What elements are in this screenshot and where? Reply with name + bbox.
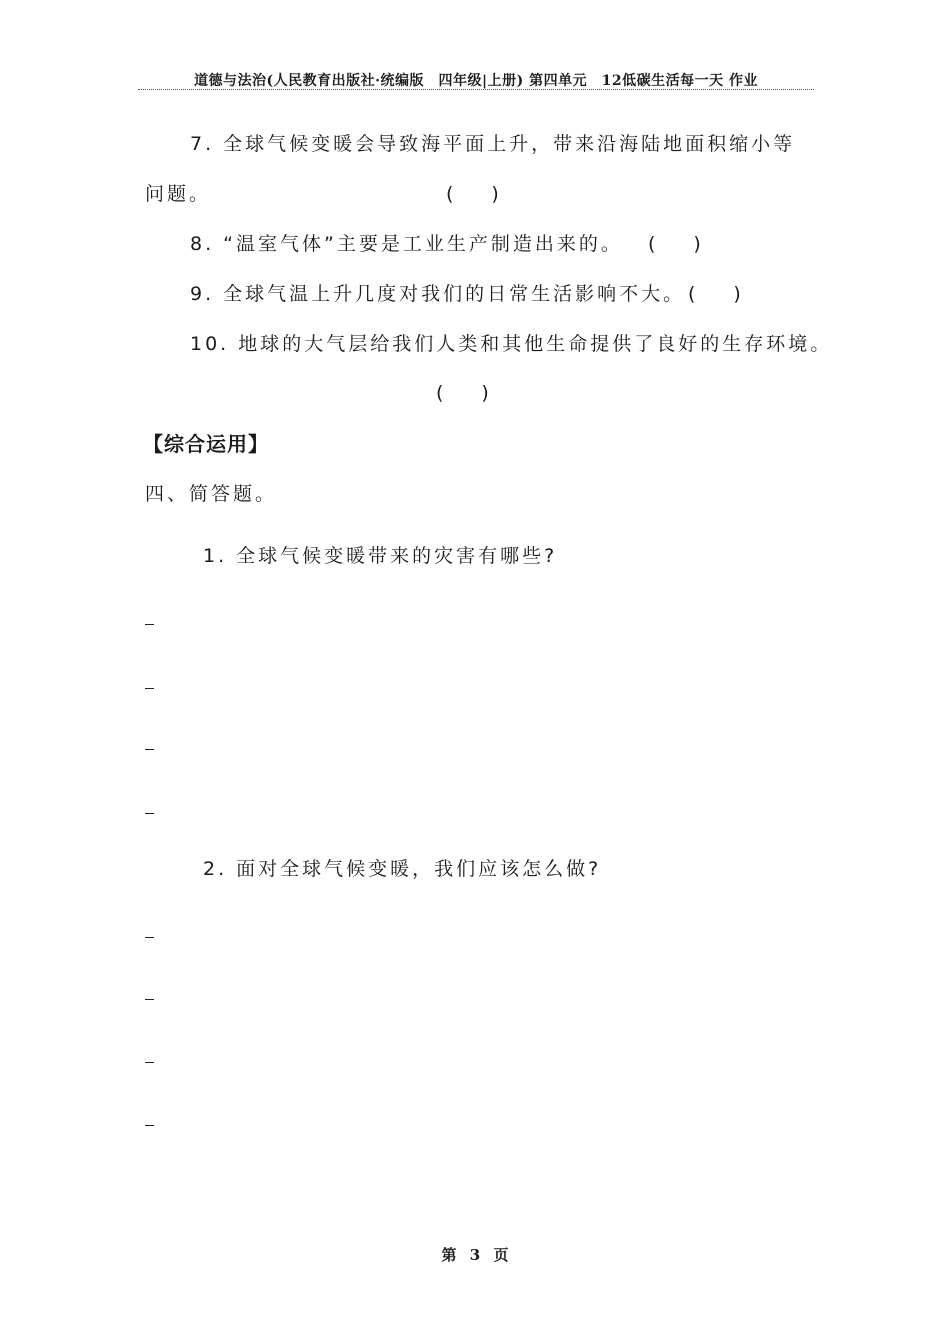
- answer-line[interactable]: [145, 624, 154, 625]
- question-7-text-cont: 问题。: [145, 183, 212, 205]
- question-10-answer-blank[interactable]: ( ): [436, 382, 489, 404]
- page-number: 3: [469, 1246, 481, 1264]
- answer-line[interactable]: [145, 1062, 154, 1063]
- section-part-title: 四、简答题。: [145, 483, 278, 505]
- answer-line[interactable]: [145, 1125, 154, 1126]
- answer-line[interactable]: [145, 999, 154, 1000]
- section-title: 【综合运用】: [143, 432, 269, 456]
- question-8-answer-blank[interactable]: ( ): [648, 233, 701, 255]
- question-8-text: 8. “温室气体”主要是工业生产制造出来的。: [190, 233, 623, 255]
- page-prefix: 第: [441, 1246, 457, 1264]
- short-answer-question-2: 2. 面对全球气候变暖，我们应该怎么做?: [203, 858, 602, 880]
- answer-line[interactable]: [145, 813, 154, 814]
- answer-line[interactable]: [145, 937, 154, 938]
- question-9-answer-blank[interactable]: ( ): [688, 283, 741, 305]
- page-suffix: 页: [493, 1246, 509, 1264]
- question-10-text: 10. 地球的大气层给我们人类和其他生命提供了良好的生存环境。: [190, 333, 833, 355]
- answer-line[interactable]: [145, 688, 154, 689]
- page-footer: [0, 1244, 950, 1265]
- answer-line[interactable]: [145, 749, 154, 750]
- short-answer-question-1: 1. 全球气候变暖带来的灾害有哪些?: [203, 545, 558, 567]
- question-7-text: 7. 全球气候变暖会导致海平面上升，带来沿海陆地面积缩小等: [190, 133, 796, 155]
- document-header: 道德与法治(人民教育出版社·统编版 四年级|上册) 第四单元 12低碳生活每一天 作业: [194, 73, 758, 89]
- question-7-answer-blank[interactable]: ( ): [446, 183, 499, 205]
- header-divider: [138, 89, 814, 90]
- question-9-text: 9. 全球气温上升几度对我们的日常生活影响不大。: [190, 283, 686, 305]
